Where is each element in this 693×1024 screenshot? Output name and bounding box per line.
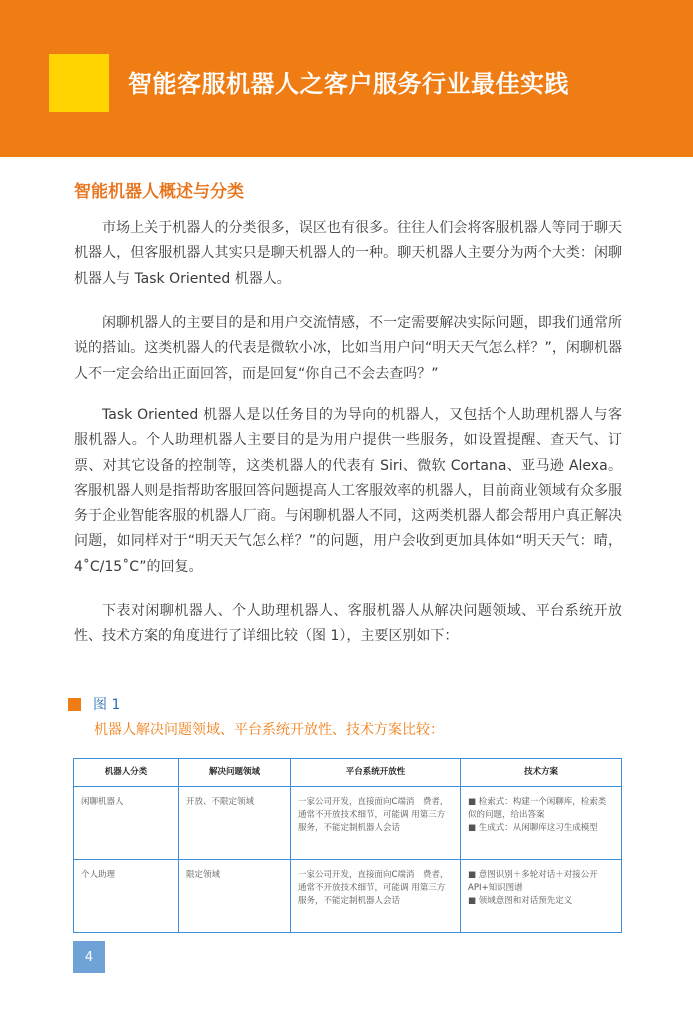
table-cell-category: 个人助理 <box>74 860 179 933</box>
table-cell-domain: 开放、不限定领域 <box>179 787 291 860</box>
paragraph-3: Task Oriented 机器人是以任务目的为导向的机器人，又包括个人助理机器人与客服机器人。个人助理机器人主要目的是为用户提供一些服务，如设置提醒、查天气、订票、对其它设备的控制等，这类机器人的代表有 Siri、微软 Cortana、亚马逊 Alexa。客服机器人则是指帮助客服回答问题提高人工客服效率的机器人，目前商业领域有众多服务于企业智能客服的机器人厂商。与闲聊机器人不同，这两类机器人都会帮用户真正解决问题，如同样对于“明天天气怎么样？”的问题，用户会收到更加具体如“明天天气：晴，4˚C/15˚C”的回复。 <box>74 407 622 575</box>
tech-bullet: ■ 意图识别＋多轮对话＋对接公开API+知识图谱 <box>468 869 614 895</box>
paragraph-2: 闲聊机器人的主要目的是和用户交流情感，不一定需要解决实际问题，即我们通常所说的搭讪。这类机器人的代表是微软小冰，比如当用户问“明天天气怎么样？”，闲聊机器人不一定会给出正面回答，而是回复“你自己不会去查吗？” <box>74 315 622 382</box>
table-row <box>74 860 622 933</box>
figure-label <box>68 694 120 714</box>
table-cell-tech <box>461 860 622 933</box>
table-cell-category: 闲聊机器人 <box>74 787 179 860</box>
table-cell-domain: 限定领域 <box>179 860 291 933</box>
paragraph-4: 下表对闲聊机器人、个人助理机器人、客服机器人从解决问题领域、平台系统开放性、技术方案的角度进行了详细比较（图 1），主要区别如下： <box>74 603 622 645</box>
table-header-cell: 平台系统开放性 <box>291 759 461 787</box>
tech-bullet: ■ 领域意图和对话预先定义 <box>468 895 614 908</box>
table-cell-openness: 一家公司开发，直接面向C端消 费者，通常不开放技术细节，可能调 用第三方服务，不能定制机器人会话 <box>291 860 461 933</box>
tech-bullet: ■ 生成式：从闲聊库这习生成模型 <box>468 822 614 835</box>
page-number-badge: 4 <box>73 941 105 973</box>
table-header-cell: 解决问题领域 <box>179 759 291 787</box>
table-row <box>74 787 622 860</box>
table-header-cell: 机器人分类 <box>74 759 179 787</box>
comparison-table <box>73 758 622 933</box>
tech-bullet: ■ 检索式：构建一个闲聊库，检索类似的问题，给出答案 <box>468 796 614 822</box>
section-heading: 智能机器人概述与分类 <box>74 182 244 202</box>
paragraph-1: 市场上关于机器人的分类很多，误区也有很多。往往人们会将客服机器人等同于聊天机器人，但客服机器人其实只是聊天机器人的一种。聊天机器人主要分为两个大类：闲聊机器人与 Task Oriented 机器人。 <box>74 220 622 287</box>
figure-caption: 机器人解决问题领域、平台系统开放性、技术方案比较： <box>94 722 444 738</box>
table-header-row <box>74 759 622 787</box>
figure-square-icon <box>68 698 81 711</box>
table-cell-openness: 一家公司开发，直接面向C端消 费者，通常不开放技术细节，可能调 用第三方服务，不能定制机器人会话 <box>291 787 461 860</box>
figure-label-text: 图 1 <box>93 697 121 713</box>
header-banner <box>0 0 693 157</box>
table-cell-tech <box>461 787 622 860</box>
page-title: 智能客服机器人之客户服务行业最佳实践 <box>128 70 569 98</box>
table-header-cell: 技术方案 <box>461 759 622 787</box>
banner-accent-square <box>49 54 109 112</box>
